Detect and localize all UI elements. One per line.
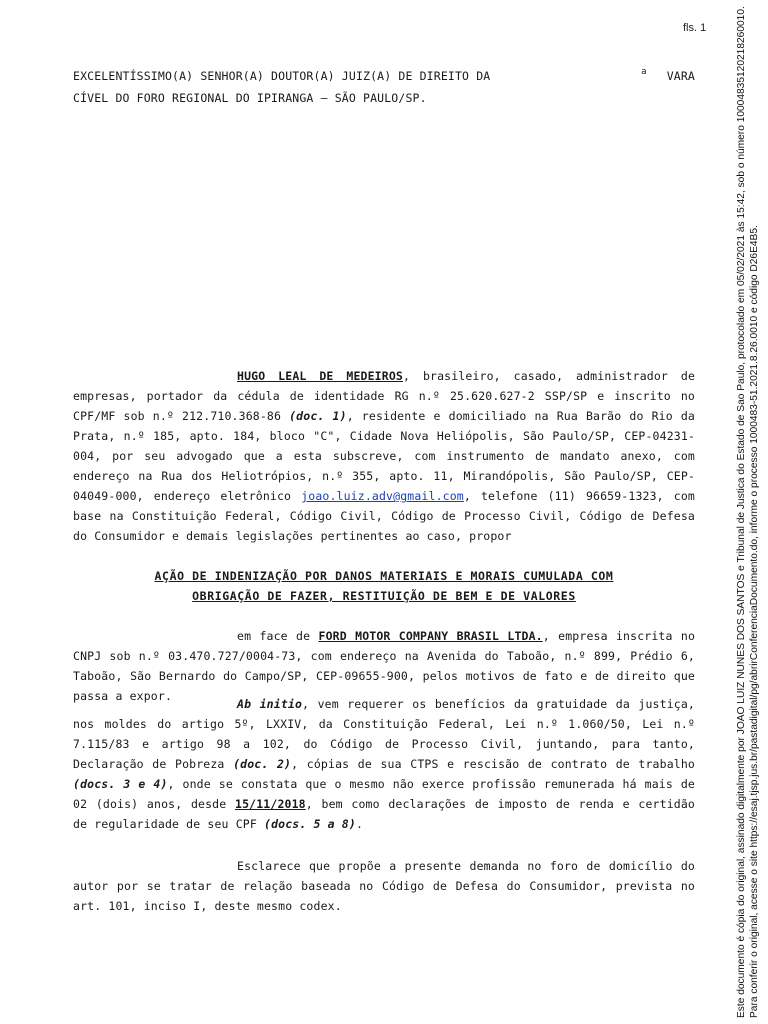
jurisdiction-paragraph: Esclarece que propõe a presente demanda no foro de domicílio do autor por se tratar de relação baseada no Código de Defesa do Consumidor, prevista no art. 101, inciso I, deste mesmo codex. bbox=[73, 859, 695, 913]
addressee-line-1-end: VARA bbox=[666, 69, 695, 83]
doc-reference: (doc. 1) bbox=[289, 409, 347, 423]
ordinal-indicator: a bbox=[641, 67, 647, 77]
action-title-line-2: OBRIGAÇÃO DE FAZER, RESTITUIÇÃO DE BEM E DE VALORES bbox=[192, 589, 576, 603]
addressee-line-2: CÍVEL DO FORO REGIONAL DO IPIRANGA – SÃO PAULO/SP. bbox=[73, 91, 427, 105]
action-title bbox=[73, 566, 695, 606]
doc-reference: (doc. 2) bbox=[233, 757, 292, 771]
page-number: fls. 1 bbox=[683, 22, 707, 34]
doc-reference: (docs. 5 a 8) bbox=[264, 817, 356, 831]
qualification-paragraph: HUGO LEAL DE MEDEIROS, brasileiro, casado, administrador de empresas, portador da cédula de identidade RG n.º 25.620.627-2 SSP/SP e inscrito no CPF/MF sob n.º 212.710.368-86 (doc. 1), residente e domiciliado na Rua Barão do Rio da Prata, n.º 185, apto. 184, bloco "C", Cidade Nova Heliópolis, São Paulo/SP, CEP-04231-004, por seu advogado que a esta subscreve, com instrumento de mandato anexo, com endereço na Rua dos Heliotrópios, n.º 355, apto. 11, Mirandópolis, São Paulo/SP, CEP-04049-000, endereço eletrônico joao.luiz.adv@gmail.com, telefone (11) 96659-1323, com base na Constituição Federal, Código Civil, Código de Processo Civil, Código de Defesa do Consumidor e demais legislações pertinentes ao caso, propor bbox=[73, 369, 696, 543]
action-title-line-1: AÇÃO DE INDENIZAÇÃO POR DANOS MATERIAIS E MORAIS CUMULADA COM bbox=[154, 569, 614, 583]
ab-initio: Ab initio bbox=[237, 697, 303, 711]
doc-reference: (docs. 3 e 4) bbox=[73, 777, 168, 791]
unemployment-date: 15/11/2018 bbox=[235, 797, 306, 811]
defendant-name: FORD MOTOR COMPANY BRASIL LTDA. bbox=[318, 629, 543, 643]
stamp-line-1: Este documento é cópia do original, assinado digitalmente por JOAO LUIZ NUNES DOS SANTOS e Tribunal de Justica do Estado de Sao Paulo, protocolado em 05/02/2021 às 15:42, sob o número 10004835120218260010. bbox=[736, 6, 747, 1018]
gratuity-paragraph: Ab initio, vem requerer os benefícios da gratuidade da justiça, nos moldes do artigo 5º, LXXIV, da Constituição Federal, Lei n.º 1.060/50, Lei n.º 7.115/83 e artigo 98 a 102, do Código de Processo Civil, juntando, para tanto, Declaração de Pobreza (doc. 2), cópias de sua CTPS e rescisão de contrato de trabalho (docs. 3 e 4), onde se constata que o mesmo não exerce profissão remunerada há mais de 02 (dois) anos, desde 15/11/2018, bem como declarações de imposto de renda e certidão de regularidade de seu CPF (docs. 5 a 8). bbox=[73, 697, 695, 831]
digital-signature-stamp bbox=[736, 0, 768, 1024]
addressee-block bbox=[73, 66, 695, 108]
defendant-paragraph: em face de FORD MOTOR COMPANY BRASIL LTDA., empresa inscrita no CNPJ sob n.º 03.470.727/0004-73, com endereço na Avenida do Taboão, n.º 899, Prédio 6, Taboão, São Bernardo do Campo/SP, CEP-09655-900, pelos motivos de fato e de direito que passa a expor. bbox=[73, 629, 696, 703]
stamp-line-2: Para conferir o original, acesse o site https://esaj.tjsp.jus.br/pastadigital/pg/abrirConferenciaDocumento.do, informe o processo 1000483-51.2021.8.26.0010 e código D26E4B5. bbox=[748, 225, 760, 1018]
plaintiff-name: HUGO LEAL DE MEDEIROS bbox=[237, 369, 403, 383]
email-link[interactable]: joao.luiz.adv@gmail.com bbox=[301, 489, 464, 503]
addressee-line-1: EXCELENTÍSSIMO(A) SENHOR(A) DOUTOR(A) JUIZ(A) DE DIREITO DA bbox=[73, 69, 491, 83]
